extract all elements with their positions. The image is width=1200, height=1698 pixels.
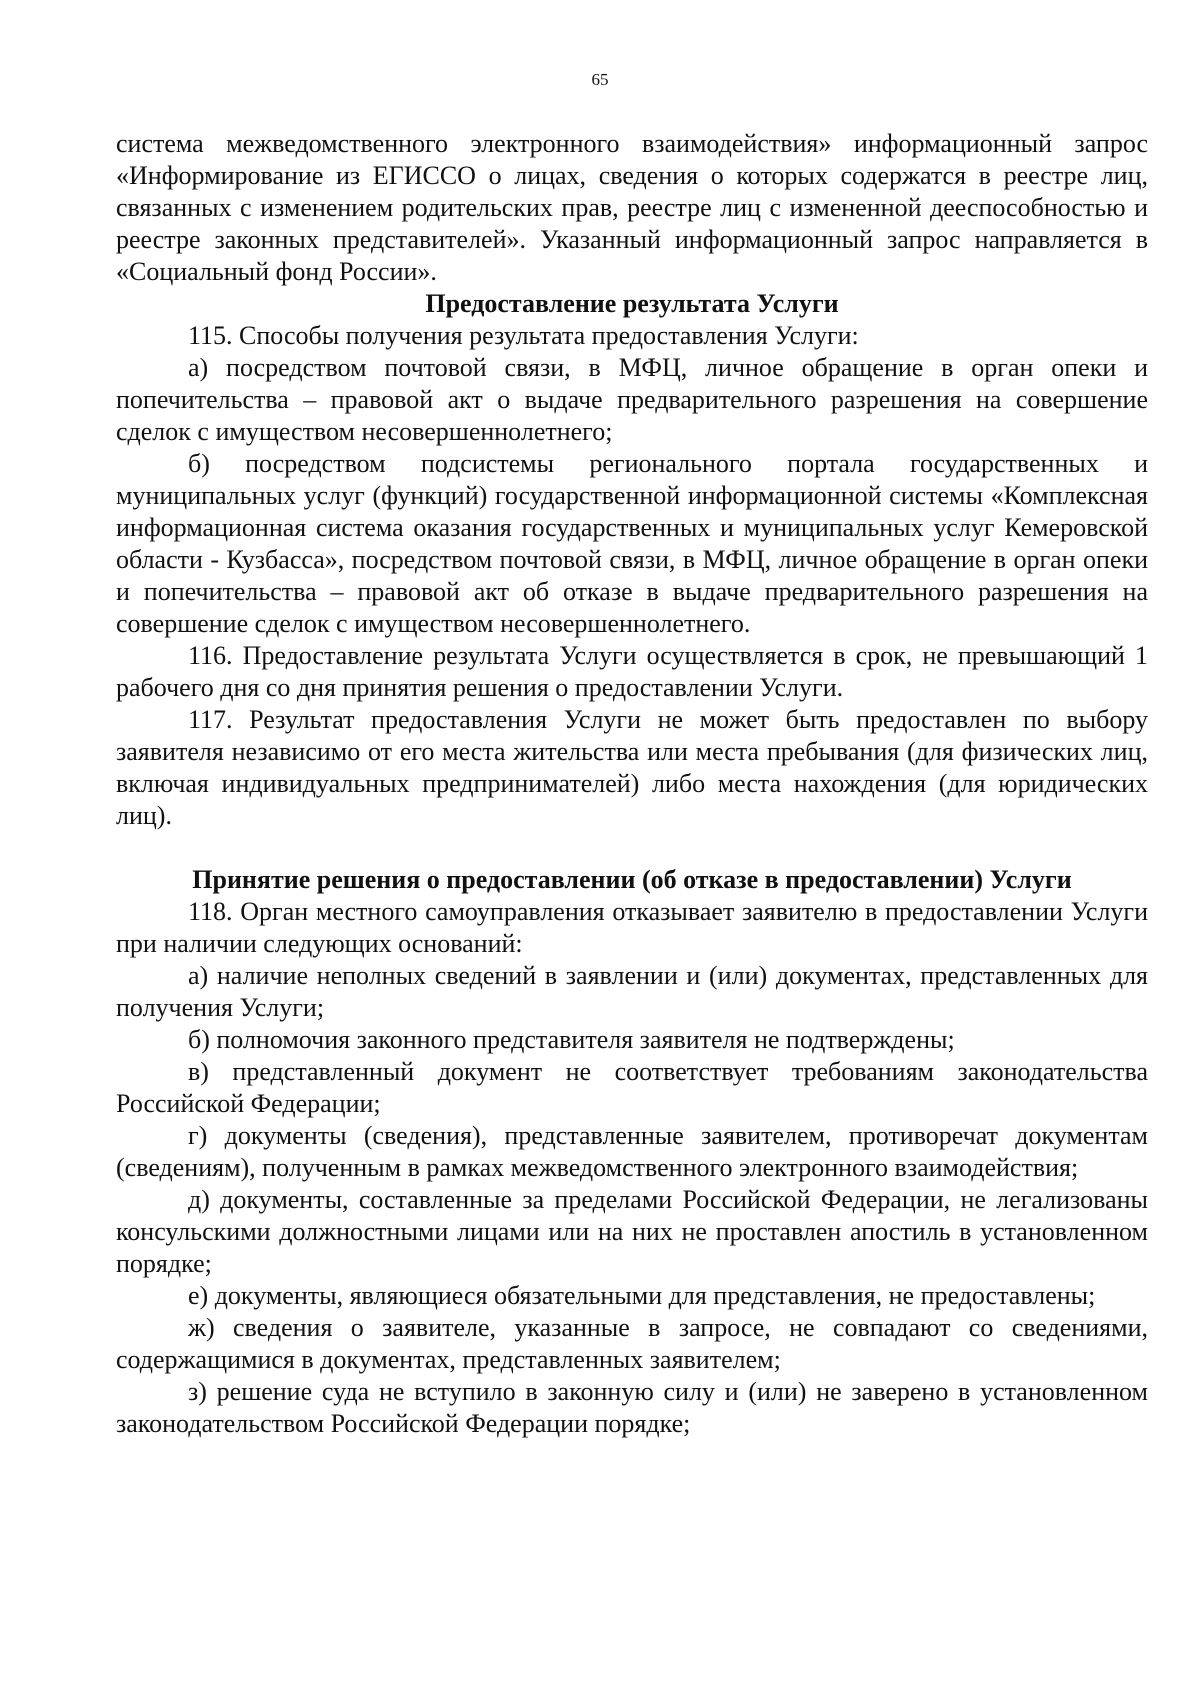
section-heading-result: Предоставление результата Услуги — [425, 289, 839, 318]
paragraph-115-a: а) посредством почтовой связи, в МФЦ, личное обращение в орган опеки и попечительства – правовой акт о выдаче предварительного разрешения на совершение сделок с имуществом несовершеннолетнего; — [116, 353, 1148, 446]
paragraph-118: 118. Орган местного самоуправления отказывает заявителю в предоставлении Услуги при наличии следующих оснований: — [116, 897, 1148, 958]
paragraph-118-e: е) документы, являющиеся обязательными для представления, не предоставлены; — [188, 1281, 1096, 1310]
paragraph-116: 116. Предоставление результата Услуги осуществляется в срок, не превышающий 1 рабочего дня со дня принятия решения о предоставлении Услуги. — [116, 641, 1148, 702]
document-body — [116, 128, 1148, 1440]
paragraph-118-a: а) наличие неполных сведений в заявлении и (или) документах, представленных для получения Услуги; — [116, 961, 1148, 1022]
paragraph-118-d: д) документы, составленные за пределами Российской Федерации, не легализованы консульскими должностными лицами или на них не проставлен апостиль в установленном порядке; — [116, 1185, 1148, 1278]
section-heading-decision: Принятие решения о предоставлении (об отказе в предоставлении) Услуги — [192, 865, 1072, 894]
paragraph-118-b: б) полномочия законного представителя заявителя не подтверждены; — [188, 1025, 955, 1054]
paragraph-115-b: б) посредством подсистемы регионального портала государственных и муниципальных услуг (функций) государственной информационной системы «Комплексная информационная система оказания государственных и муниципальных услуг Кемеровской области - Кузбасса», посредством почтовой связи, в МФЦ, личное обращение в орган опеки и попечительства – правовой акт об отказе в выдаче предварительного разрешения на совершение сделок с имуществом несовершеннолетнего. — [116, 449, 1148, 638]
paragraph-118-v: в) представленный документ не соответствует требованиям законодательства Российской Федерации; — [116, 1057, 1148, 1118]
paragraph-118-zh: ж) сведения о заявителе, указанные в запросе, не совпадают со сведениями, содержащимися в документах, представленных заявителем; — [116, 1313, 1148, 1374]
paragraph-118-g: г) документы (сведения), представленные заявителем, противоречат документам (сведениям), полученным в рамках межведомственного электронного взаимодействия; — [116, 1121, 1148, 1182]
paragraph-115: 115. Способы получения результата предоставления Услуги: — [188, 321, 859, 350]
page-number: 65 — [591, 70, 609, 89]
continued-paragraph: система межведомственного электронного взаимодействия» информационный запрос «Информирование из ЕГИССО о лицах, сведения о которых содержатся в реестре лиц, связанных с изменением родительских прав, реестре лиц с измененной дееспособностью и реестре законных представителей». Указанный информационный запрос направляется в «Социальный фонд России». — [116, 129, 1148, 286]
paragraph-118-z: з) решение суда не вступило в законную силу и (или) не заверено в установленном законодательством Российской Федерации порядке; — [116, 1377, 1148, 1438]
paragraph-117: 117. Результат предоставления Услуги не может быть предоставлен по выбору заявителя независимо от его места жительства или места пребывания (для физических лиц, включая индивидуальных предпринимателей) либо места нахождения (для юридических лиц). — [116, 705, 1148, 830]
